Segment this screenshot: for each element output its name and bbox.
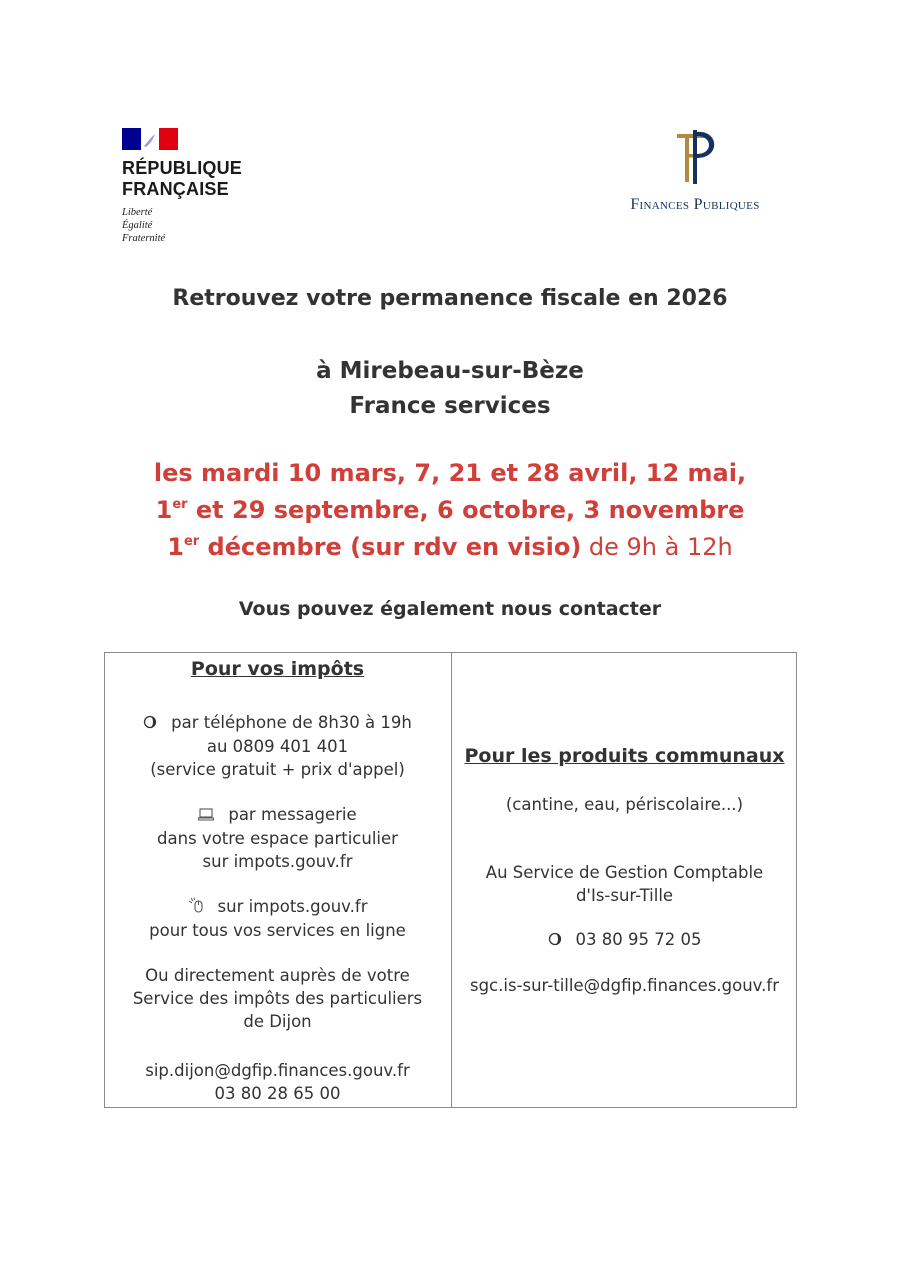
motto-egalite: Égalité (122, 220, 153, 231)
dates-line-2-num: 1 (155, 496, 173, 524)
rf-motto (122, 206, 282, 245)
dates-line-2-sup: er (172, 497, 188, 512)
dates-line-3-sup: er (183, 534, 200, 549)
finances-publiques-logo (600, 128, 790, 214)
fp-logo-text: Finances Publiques (630, 196, 760, 213)
dates-line-3 (0, 529, 900, 566)
motto-liberte: Liberté (122, 207, 153, 218)
phone-line-3: (service gratuit + prix d'appel) (150, 760, 405, 779)
sip-phone[interactable]: 03 80 28 65 00 (214, 1084, 341, 1103)
dates-line-3-rest: décembre (sur rdv en visio) (199, 533, 582, 561)
office-line-1: Ou directement auprès de votre (145, 966, 410, 985)
marianne-flag-icon (122, 128, 178, 150)
online-line-2: pour tous vos services en ligne (149, 921, 406, 940)
dates-line-2-rest: et 29 septembre, 6 octobre, 3 novembre (187, 496, 745, 524)
office-contact (104, 964, 451, 1033)
sgc-phone[interactable]: 03 80 95 72 05 (575, 930, 702, 949)
page-title: Retrouvez votre permanence fiscale en 2026 (172, 286, 728, 311)
dates-hours: de 9h à 12h (581, 533, 733, 561)
mouse-click-icon (188, 896, 204, 919)
sip-email[interactable]: sip.dijon@dgfip.finances.gouv.fr (145, 1061, 410, 1080)
phone-contact (104, 711, 451, 781)
location-city: à Mirebeau-sur-Bèze (316, 358, 584, 384)
location-block (0, 354, 900, 424)
sip-contact (104, 1059, 451, 1105)
location-venue: France services (349, 393, 551, 419)
rf-title-line2: FRANÇAISE (122, 179, 229, 199)
dates-line-2 (0, 492, 900, 529)
sgc-service-line-1: Au Service de Gestion Comptable (485, 863, 764, 882)
sgc-email[interactable]: sgc.is-sur-tille@dgfip.finances.gouv.fr (469, 976, 780, 995)
sgc-phone-row (452, 928, 797, 952)
right-cell-subtitle: (cantine, eau, périscolaire...) (505, 795, 744, 814)
phone-line-1: par téléphone de 8h30 à 19h (171, 713, 412, 732)
left-cell-title: Pour vos impôts (190, 658, 365, 680)
phone-icon (548, 929, 562, 952)
computer-icon (198, 804, 214, 827)
sgc-service-line-2: d'Is-sur-Tille (575, 886, 674, 905)
office-line-2: Service des impôts des particuliers (132, 989, 423, 1008)
message-line-2: dans votre espace particulier (157, 829, 398, 848)
contact-heading: Vous pouvez également nous contacter (238, 598, 662, 620)
dates-line-3-num: 1 (167, 533, 184, 561)
phone-icon (143, 712, 157, 735)
right-cell-title: Pour les produits communaux (464, 745, 785, 767)
dates-line-1: les mardi 10 mars, 7, 21 et 28 avril, 12 mai, (153, 459, 747, 487)
message-contact (104, 803, 451, 873)
motto-fraternite: Fraternité (122, 233, 166, 244)
office-line-3: de Dijon (243, 1012, 312, 1031)
message-line-3: sur impots.gouv.fr (202, 852, 353, 871)
phone-line-2: au 0809 401 401 (206, 737, 349, 756)
online-line-1: sur impots.gouv.fr (217, 897, 368, 916)
fp-monogram-icon (665, 128, 725, 190)
message-line-1: par messagerie (228, 805, 357, 824)
sgc-service (452, 861, 797, 907)
dates-block (0, 455, 900, 566)
republique-francaise-logo (122, 128, 282, 245)
rf-title-line1: RÉPUBLIQUE (122, 158, 243, 178)
online-contact (104, 895, 451, 942)
